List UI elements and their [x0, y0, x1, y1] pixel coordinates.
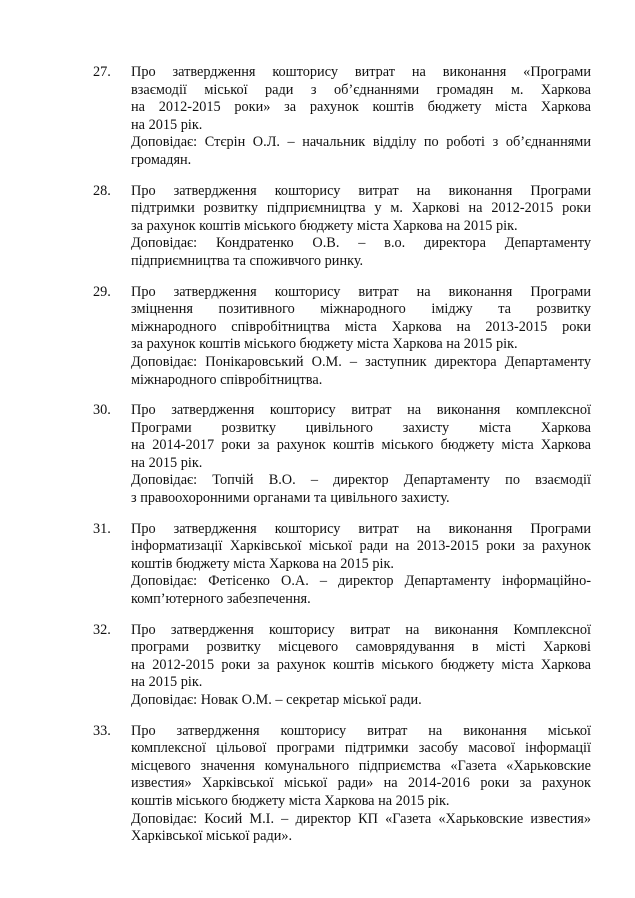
agenda-item-number: 27. — [93, 64, 111, 80]
title-line: комплексної цільової програми підтримки засобу масової інформації — [131, 740, 591, 757]
agenda-item-body — [131, 64, 591, 170]
title-line: Про затвердження кошторису витрат на виконання Програми — [131, 283, 591, 300]
speaker-line: Харківської міської ради». — [131, 828, 293, 845]
speaker-line: Доповідає: Косий М.І. – директор КП «Газета «Харьковские известия» — [131, 810, 591, 827]
speaker-line: з правоохоронними органами та цивільного захисту. — [131, 490, 450, 507]
agenda-item-speaker — [131, 354, 591, 389]
title-line: на 2014-2017 роки за рахунок коштів міського бюджету міста Харкова — [131, 437, 591, 454]
agenda-item-body — [131, 622, 591, 710]
title-line: Програми розвитку цивільного захисту міста Харкова — [131, 419, 591, 436]
title-line: коштів бюджету міста Харкова на 2015 рік. — [131, 555, 394, 572]
title-line: програми розвитку місцевого самоврядування в місті Харкові — [131, 639, 591, 656]
title-line: міжнародного співробітництва міста Харкова на 2013-2015 роки — [131, 318, 591, 335]
speaker-line: Доповідає: Кондратенко О.В. – в.о. директора Департаменту — [131, 235, 591, 252]
title-line: підтримки розвитку підприємництва у м. Харкові на 2012-2015 роки — [131, 200, 591, 217]
agenda-item — [93, 622, 591, 710]
agenda-item-speaker — [131, 472, 591, 507]
title-line: Про затвердження кошторису витрат на виконання Програми — [131, 520, 591, 537]
speaker-line: Доповідає: Стєрін О.Л. – начальник відділу по роботі з об’єднаннями — [131, 134, 591, 151]
title-line: Про затвердження кошторису витрат на виконання «Програми — [131, 64, 591, 80]
agenda-item — [93, 64, 591, 170]
title-line: за рахунок коштів міського бюджету міста Харкова на 2015 рік. — [131, 217, 518, 234]
agenda-item-body — [131, 402, 591, 508]
title-line: на 2015 рік. — [131, 454, 203, 471]
title-line: за рахунок коштів міського бюджету міста Харкова на 2015 рік. — [131, 336, 518, 353]
title-line: на 2015 рік. — [131, 674, 203, 691]
agenda-item-number: 33. — [93, 722, 111, 739]
agenda-item-title — [131, 183, 591, 236]
speaker-line: Доповідає: Новак О.М. – секретар міської ради. — [131, 692, 422, 708]
agenda-item-number: 28. — [93, 182, 111, 199]
agenda-item-body — [131, 183, 591, 271]
agenda-item-speaker — [131, 235, 591, 270]
agenda-item — [93, 521, 591, 609]
agenda-item-title — [131, 284, 591, 354]
title-line: Про затвердження кошторису витрат на виконання Комплексної — [131, 621, 591, 638]
agenda-item — [93, 183, 591, 271]
speaker-line: Доповідає: Понікаровський О.М. – заступник директора Департаменту — [131, 353, 591, 370]
title-line: місцевого значення комунального підприємства «Газета «Харьковские — [131, 757, 591, 774]
title-line: на 2015 рік. — [131, 116, 203, 133]
speaker-line: міжнародного співробітництва. — [131, 371, 323, 388]
agenda-item-title — [131, 521, 591, 574]
title-line: інформатизації Харківської міської ради на 2013-2015 роки за рахунок — [131, 538, 591, 555]
agenda-item-speaker — [131, 692, 591, 710]
title-line: коштів міського бюджету міста Харкова на 2015 рік. — [131, 792, 450, 809]
agenda-item-speaker — [131, 573, 591, 608]
agenda-item-title — [131, 723, 591, 811]
agenda-item-number: 30. — [93, 402, 111, 419]
speaker-line: Доповідає: Фетісенко О.А. – директор Департаменту інформаційно- — [131, 573, 591, 590]
title-line: взаємодії міської ради з об’єднаннями громадян м. Харкова — [131, 81, 591, 98]
title-line: на 2012-2015 роки за рахунок коштів міського бюджету міста Харкова — [131, 656, 591, 673]
agenda-item-body — [131, 284, 591, 390]
agenda-item-number: 29. — [93, 283, 111, 300]
speaker-line: Доповідає: Топчій В.О. – директор Департаменту по взаємодії — [131, 472, 591, 489]
agenda-item-speaker — [131, 134, 591, 169]
agenda-item-speaker — [131, 811, 591, 846]
agenda-item-title — [131, 64, 591, 134]
agenda-item-title — [131, 622, 591, 692]
title-line: известия» Харківської міської ради» на 2014-2016 роки за рахунок — [131, 775, 591, 792]
agenda-item — [93, 402, 591, 508]
agenda-item-body — [131, 723, 591, 846]
agenda-item-title — [131, 402, 591, 472]
agenda-item — [93, 284, 591, 390]
agenda-item-number: 32. — [93, 621, 111, 638]
agenda-item-body — [131, 521, 591, 609]
title-line: Про затвердження кошторису витрат на виконання комплексної — [131, 402, 591, 419]
speaker-line: комп’ютерного забезпечення. — [131, 591, 311, 608]
agenda-item — [93, 723, 591, 846]
title-line: Про затвердження кошторису витрат на виконання Програми — [131, 182, 591, 199]
title-line: Про затвердження кошторису витрат на виконання міської — [131, 722, 591, 739]
title-line: на 2012-2015 роки» за рахунок коштів бюджету міста Харкова — [131, 99, 591, 116]
speaker-line: громадян. — [131, 151, 192, 168]
speaker-line: підприємництва та споживчого ринку. — [131, 252, 364, 269]
title-line: зміцнення позитивного міжнародного іміджу та розвитку — [131, 301, 591, 318]
agenda-item-number: 31. — [93, 520, 111, 537]
